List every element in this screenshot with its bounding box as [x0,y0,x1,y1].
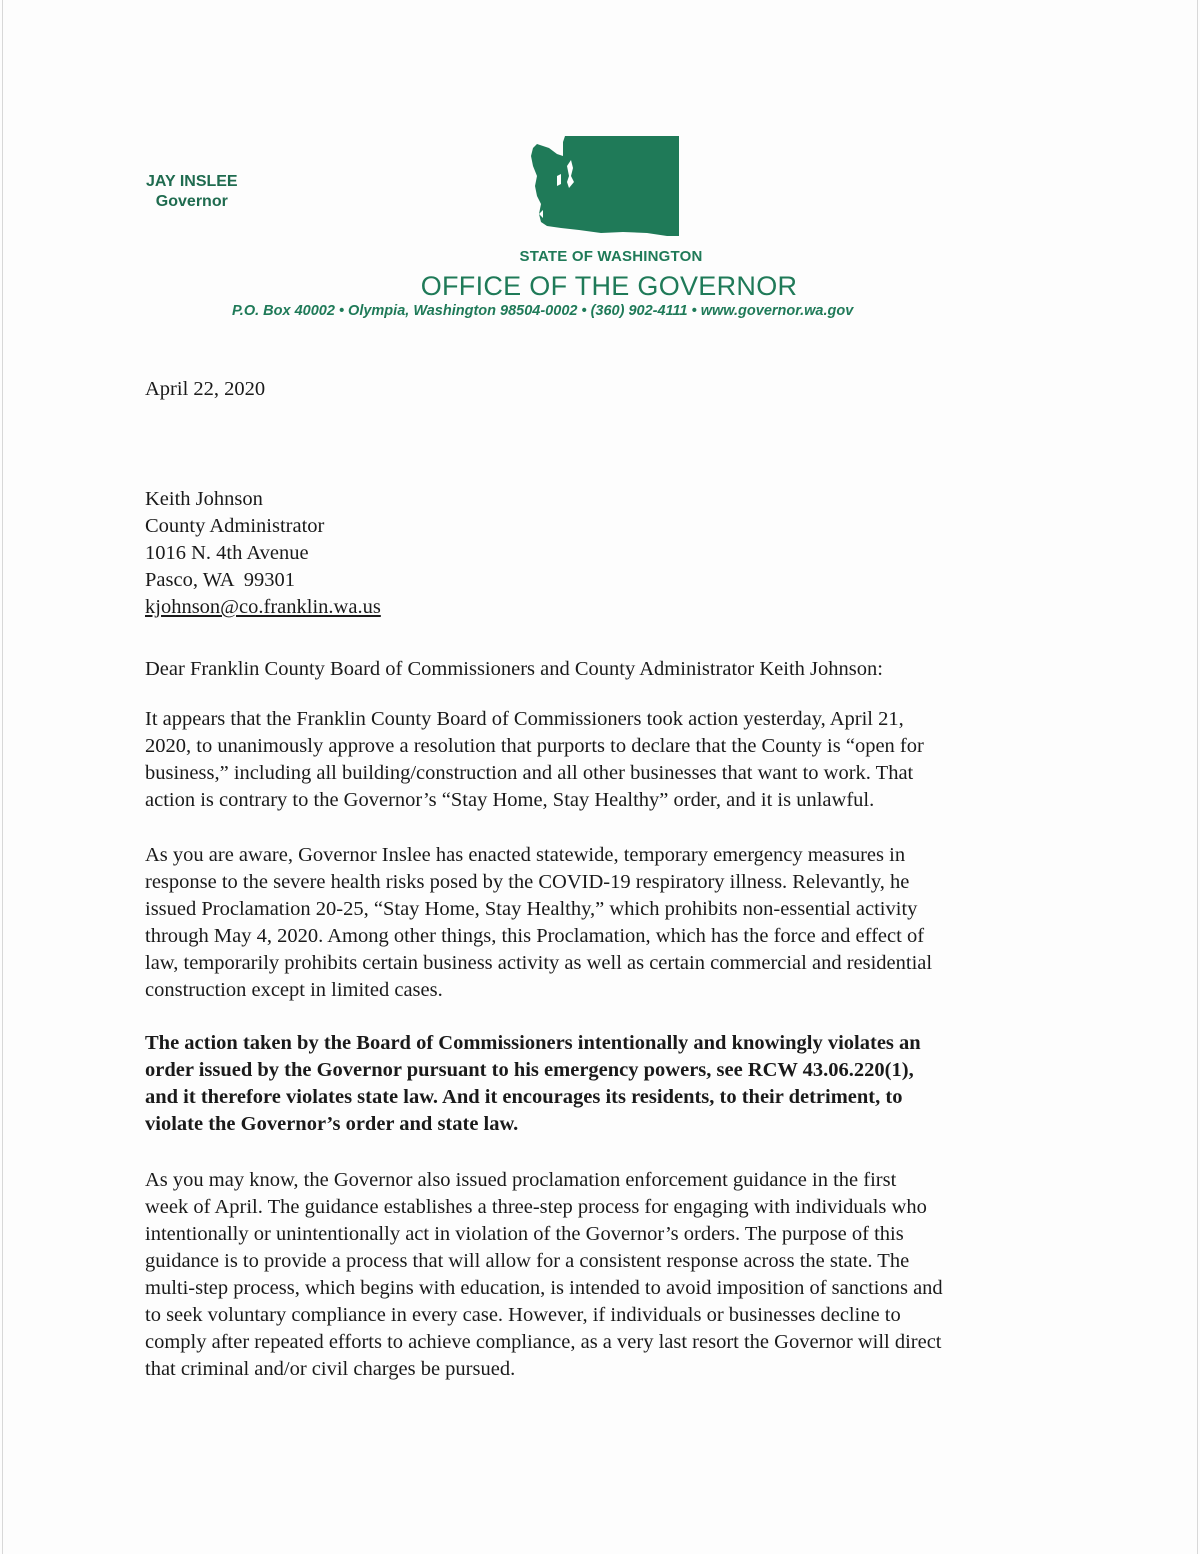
paragraph-line: The action taken by the Board of Commissioners intentionally and knowingly violates an [145,1032,921,1054]
paragraph-line: business,” including all building/construction and all other businesses that want to work. That [145,762,914,784]
office-label: OFFICE OF THE GOVERNOR [420,271,798,301]
paragraph-2 [145,842,1065,1004]
governor-name: JAY INSLEE [146,173,238,190]
governor-title: Governor [155,193,228,210]
recipient-block [145,486,381,621]
paragraph-line: law, temporarily prohibits certain business activity as well as certain commercial and residential [145,952,933,974]
paragraph-line: multi-step process, which begins with education, is intended to avoid imposition of sanctions and [145,1277,943,1299]
paragraph-line: and it therefore violates state law. And it encourages its residents, to their detriment, to [145,1086,903,1108]
recipient-name: Keith Johnson [145,488,263,510]
letterhead-address: P.O. Box 40002 • Olympia, Washington 98504-0002 • (360) 902-4111 • www.governor.wa.gov [232,303,854,319]
recipient-city: Pasco, WA 99301 [145,569,295,591]
scan-edge-right [1197,0,1198,1554]
paragraph-line: through May 4, 2020. Among other things, this Proclamation, which has the force and effect of [145,925,925,947]
paragraph-line: comply after repeated efforts to achieve compliance, as a very last resort the Governor will direct [145,1331,942,1353]
letter-date: April 22, 2020 [145,378,266,400]
paragraph-line: As you may know, the Governor also issued proclamation enforcement guidance in the first [145,1169,897,1191]
paragraph-line: issued Proclamation 20-25, “Stay Home, Stay Healthy,” which prohibits non-essential activity [145,898,918,920]
paragraph-line: response to the severe health risks posed by the COVID-19 respiratory illness. Relevantly, he [145,871,910,893]
paragraph-line: order issued by the Governor pursuant to his emergency powers, see RCW 43.06.220(1), [145,1059,914,1081]
paragraph-line: guidance is to provide a process that will allow for a consistent response across the state. The [145,1250,910,1272]
salutation: Dear Franklin County Board of Commissioners and County Administrator Keith Johnson: [145,658,883,680]
washington-state-map-icon [527,136,686,239]
scan-edge-left [2,0,3,1554]
paragraph-line: week of April. The guidance establishes a three-step process for engaging with individuals who [145,1196,927,1218]
recipient-street: 1016 N. 4th Avenue [145,542,309,564]
paragraph-line: action is contrary to the Governor’s “Stay Home, Stay Healthy” order, and it is unlawful. [145,789,875,811]
recipient-title: County Administrator [145,515,325,537]
paragraph-3-bold [145,1030,1065,1138]
paragraph-line: construction except in limited cases. [145,979,443,1001]
state-label: STATE OF WASHINGTON [519,248,703,265]
paragraph-line: It appears that the Franklin County Board of Commissioners took action yesterday, April 21, [145,708,904,730]
paragraph-line: intentionally or unintentionally act in violation of the Governor’s orders. The purpose of this [145,1223,904,1245]
paragraph-line: As you are aware, Governor Inslee has enacted statewide, temporary emergency measures in [145,844,906,866]
paragraph-line: violate the Governor’s order and state law. [145,1113,519,1135]
paragraph-4 [145,1167,1065,1383]
recipient-email-link[interactable]: kjohnson@co.franklin.wa.us [145,596,381,618]
paragraph-1 [145,706,1065,814]
paragraph-line: that criminal and/or civil charges be pursued. [145,1358,516,1380]
paragraph-line: 2020, to unanimously approve a resolution that purports to declare that the County is “open for [145,735,924,757]
paragraph-line: to seek voluntary compliance in every case. However, if individuals or businesses decline to [145,1304,901,1326]
governor-block [146,172,238,212]
